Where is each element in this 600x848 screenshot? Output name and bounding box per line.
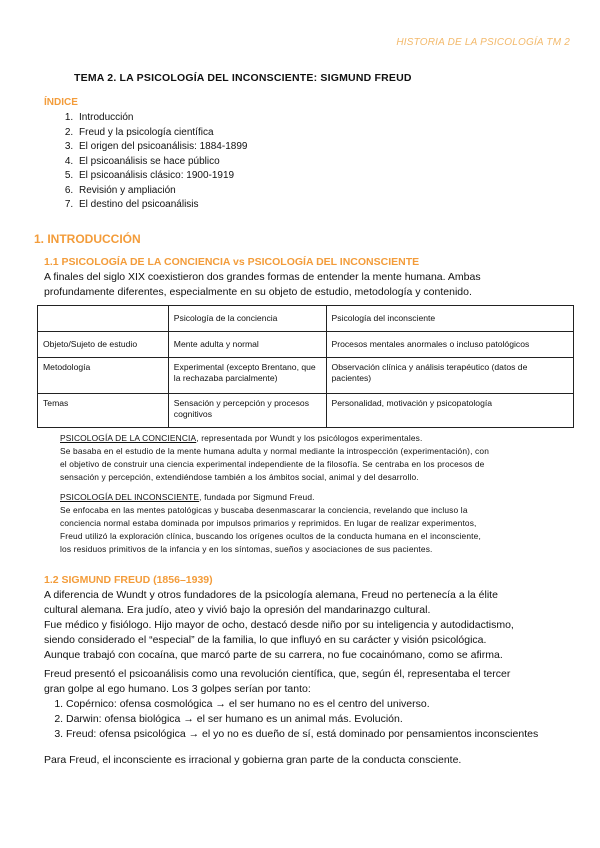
index-item: 7. El destino del psicoanálisis bbox=[76, 198, 247, 213]
table-cell: Personalidad, motivación y psicopatología bbox=[326, 394, 573, 428]
inconsciente-text-line: Se enfocaba en las mentes patológicas y buscaba desenmascarar la conciencia, revelando que incluso la bbox=[60, 505, 468, 515]
list-item: 2. Darwin: ofensa biológica → el ser humano es un animal más. Evolución. bbox=[66, 712, 538, 727]
table-cell: Metodología bbox=[38, 358, 169, 394]
freud-text-line: gran golpe al ego humano. Los 3 golpes serían por tanto: bbox=[44, 683, 311, 695]
subsection-heading-1-1: 1.1 PSICOLOGÍA DE LA CONCIENCIA vs PSICOLOGÍA DEL INCONSCIENTE bbox=[44, 256, 420, 268]
table-header-cell: Psicología del inconsciente bbox=[326, 306, 573, 332]
closing-line: Para Freud, el inconsciente es irracional y gobierna gran parte de la conducta consciente. bbox=[44, 754, 462, 766]
inconsciente-text-line: conciencia normal estaba dominada por impulsos primarios y reprimidos. En lugar de realizar experimentos, bbox=[60, 518, 477, 528]
index-item: 3. El origen del psicoanálisis: 1884-1899 bbox=[76, 140, 247, 155]
inconsciente-label: PSICOLOGÍA DEL INCONSCIENTE bbox=[60, 492, 200, 502]
index-item: 2. Freud y la psicología científica bbox=[76, 126, 247, 141]
list-item: 1. Copérnico: ofensa cosmológica → el ser humano no es el centro del universo. bbox=[66, 697, 538, 712]
freud-text-line: siendo considerado el “especial” de la familia, lo que influyó en su carácter y visión psicológica. bbox=[44, 634, 487, 646]
list-item: 3. Freud: ofensa psicológica → el yo no es dueño de sí, está dominado por pensamientos inconscientes bbox=[66, 727, 538, 742]
conciencia-text-line: sensación y percepción, extendiéndose también a los ámbitos social, animal y del desarrollo. bbox=[60, 472, 419, 482]
table-row bbox=[38, 332, 574, 358]
table-cell: Observación clínica y análisis terapéutico (datos de pacientes) bbox=[326, 358, 573, 394]
table-header-cell: Psicología de la conciencia bbox=[168, 306, 326, 332]
inconsciente-label-rest: , fundada por Sigmund Freud. bbox=[199, 492, 315, 502]
table-cell: Mente adulta y normal bbox=[168, 332, 326, 358]
index-list bbox=[44, 111, 247, 213]
index-item: 4. El psicoanálisis se hace público bbox=[76, 155, 247, 170]
page-title: TEMA 2. LA PSICOLOGÍA DEL INCONSCIENTE: SIGMUND FREUD bbox=[74, 72, 412, 84]
inconsciente-label-line bbox=[60, 491, 315, 504]
course-header-tag: HISTORIA DE LA PSICOLOGÍA TM 2 bbox=[396, 37, 570, 48]
conciencia-label-line bbox=[60, 432, 423, 445]
index-item: 1. Introducción bbox=[76, 111, 247, 126]
freud-text-line: A diferencia de Wundt y otros fundadores de la psicología alemana, Freud no pertenecía a la élite bbox=[44, 589, 498, 601]
table-cell: Objeto/Sujeto de estudio bbox=[38, 332, 169, 358]
index-item: 5. El psicoanálisis clásico: 1900-1919 bbox=[76, 169, 247, 184]
freud-text-line: Fue médico y fisiólogo. Hijo mayor de ocho, destacó desde niño por su inteligencia y autodidactismo, bbox=[44, 619, 514, 631]
index-item: 6. Revisión y ampliación bbox=[76, 184, 247, 199]
freud-text-line: Freud presentó el psicoanálisis como una revolución científica, que, según él, representaba el tercer bbox=[44, 668, 511, 680]
section-heading-introduccion: 1. INTRODUCCIÓN bbox=[34, 232, 141, 246]
table-header-row bbox=[38, 306, 574, 332]
freud-text-line: cultural alemana. Era judío, ateo y vivió bajo la opresión del mandarinazgo cultural. bbox=[44, 604, 431, 616]
freud-text-line: Aunque trabajó con cocaína, que marcó parte de su carrera, no fue cocainómano, como se afirma. bbox=[44, 649, 503, 661]
three-blows-list bbox=[44, 697, 538, 742]
intro-line: A finales del siglo XIX coexistieron dos grandes formas de entender la mente humana. Ambas bbox=[44, 271, 481, 283]
table-cell: Experimental (excepto Brentano, que la rechazaba parcialmente) bbox=[168, 358, 326, 394]
table-row bbox=[38, 394, 574, 428]
table-cell: Temas bbox=[38, 394, 169, 428]
inconsciente-text-line: los residuos primitivos de la infancia y en los síntomas, sueños y asociaciones de sus pacientes. bbox=[60, 544, 433, 554]
inconsciente-text-line: Freud utilizó la exploración clínica, buscando los orígenes ocultos de la conducta humana en el inconsciente, bbox=[60, 531, 481, 541]
conciencia-label: PSICOLOGÍA DE LA CONCIENCIA bbox=[60, 433, 197, 443]
subsection-heading-1-2: 1.2 SIGMUND FREUD (1856–1939) bbox=[44, 574, 213, 586]
table-cell: Sensación y percepción y procesos cognitivos bbox=[168, 394, 326, 428]
table-header-cell bbox=[38, 306, 169, 332]
comparison-table bbox=[37, 305, 574, 428]
intro-line: profundamente diferentes, especialmente en su objeto de estudio, metodología y contenido. bbox=[44, 286, 472, 298]
table-row bbox=[38, 358, 574, 394]
index-heading: ÍNDICE bbox=[44, 97, 78, 108]
conciencia-label-rest: , representada por Wundt y los psicólogos experimentales. bbox=[196, 433, 423, 443]
table-cell: Procesos mentales anormales o incluso patológicos bbox=[326, 332, 573, 358]
conciencia-text-line: el objetivo de construir una ciencia experimental independiente de la filosofía. Se centraba en los procesos de bbox=[60, 459, 485, 469]
conciencia-text-line: Se basaba en el estudio de la mente humana adulta y normal mediante la introspección (experimentación), con bbox=[60, 446, 489, 456]
